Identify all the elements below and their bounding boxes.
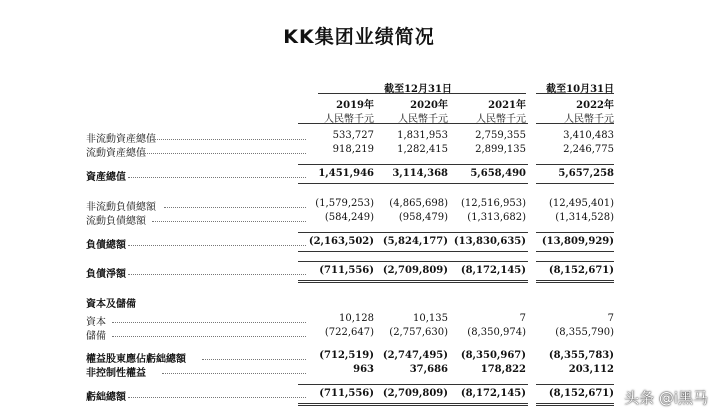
row-label: 儲備 [86,331,106,342]
table-cell: (8,350,967) [460,350,526,361]
row-label: 權益股東應佔虧絀總額 [86,354,186,365]
total-rule-above [298,384,376,385]
row-label: 非流動資產總值 [86,134,156,145]
total-rule-above [450,232,528,233]
table-cell: 2,246,775 [563,144,614,155]
table-cell: (1,314,528) [555,212,614,223]
leader-dots [128,177,306,179]
table-cell: 10,128 [339,313,374,324]
period-header-dec31: 截至12月31日 [384,84,452,95]
table-cell: (2,163,502) [308,236,374,247]
year-header-2020: 2020年 [410,100,448,111]
table-cell: 533,727 [332,130,374,141]
table-cell: (13,830,635) [453,236,526,247]
table-cell: 2,759,355 [475,130,526,141]
total-rule-below [450,183,528,184]
table-cell: 10,135 [413,313,448,324]
table-cell: (4,865,698) [389,198,448,209]
year-header-2022: 2022年 [576,100,614,111]
total-rule-above [536,261,614,262]
leader-dots [164,207,306,209]
leader-dots [128,245,306,247]
table-cell: (584,249) [324,212,374,223]
leader-dots [202,359,306,361]
table-cell: (8,355,790) [555,327,614,338]
total-rule-above [536,232,614,233]
table-cell: (8,350,974) [467,327,526,338]
table-cell: 3,410,483 [563,130,614,141]
total-rule-above [372,261,450,262]
table-cell: (722,647) [324,327,374,338]
table-cell: (1,579,253) [315,198,374,209]
total-rule-above [298,261,376,262]
table-cell: (8,152,671) [548,265,614,276]
unit-header-2021: 人民幣千元 [476,114,526,125]
leader-dots [152,221,306,223]
total-rule-below [372,403,450,404]
total-rule-above [536,384,614,385]
table-cell: 178,822 [480,364,526,375]
header-rule-2019 [298,123,376,124]
leader-dots [128,274,306,276]
table-cell: (2,709,809) [382,388,448,399]
unit-header-2019: 人民幣千元 [324,114,374,125]
table-cell: 5,658,490 [470,168,526,179]
leader-dots [140,153,306,155]
table-cell: 7 [607,313,614,324]
table-cell: (711,556) [319,388,374,399]
row-label: 負債總額 [86,240,126,251]
table-cell: 3,114,368 [392,168,448,179]
table-cell: 7 [519,313,526,324]
table-cell: (12,516,953) [460,198,526,209]
period-header-oct31: 截至10月31日 [546,84,614,95]
table-cell: 963 [353,364,374,375]
row-label: 非控制性權益 [86,368,146,379]
total-rule-above [372,232,450,233]
row-label: 非流動負債總額 [86,202,156,213]
total-rule-below-double [450,405,528,406]
total-rule-above [372,384,450,385]
row-label: 流動負債總額 [86,216,146,227]
row-label: 虧絀總額 [86,392,126,403]
row-label: 流動資產總值 [86,148,146,159]
total-rule-above [450,384,528,385]
table-cell: (2,747,495) [382,350,448,361]
header-rule-2022 [536,123,614,124]
header-rule-2021 [450,123,528,124]
total-rule-above [450,164,528,165]
total-rule-above [298,164,376,165]
total-rule-below [372,280,450,281]
table-cell: 203,112 [568,364,614,375]
table-cell: (2,709,809) [382,265,448,276]
total-rule-above [450,261,528,262]
total-rule-below [372,251,450,252]
total-rule-below-double [298,405,376,406]
header-rule-2020 [372,123,450,124]
total-rule-below-double [536,405,614,406]
total-rule-below [536,251,614,252]
unit-header-2020: 人民幣千元 [398,114,448,125]
total-rule-below-double [372,405,450,406]
total-rule-below [298,280,376,281]
leader-dots [112,322,306,324]
table-cell: 1,282,415 [397,144,448,155]
table-cell: (711,556) [319,265,374,276]
watermark: 头条 @i黑马 [624,389,708,407]
total-rule-below [450,251,528,252]
table-cell: (8,152,671) [548,388,614,399]
table-cell: (8,355,783) [548,350,614,361]
table-cell: 1,451,946 [318,168,374,179]
table-cell: 5,657,258 [558,168,614,179]
table-cell: (8,172,145) [460,388,526,399]
period-header-dec31-rule [318,93,526,94]
row-label: 資產總值 [86,172,126,183]
table-cell: 37,686 [409,364,448,375]
total-rule-below-double [298,282,376,283]
total-rule-below [298,183,376,184]
total-rule-above [298,232,376,233]
table-cell: (8,172,145) [460,265,526,276]
leader-dots [152,139,306,141]
table-cell: (5,824,177) [382,236,448,247]
row-label: 負債淨額 [86,269,126,280]
total-rule-below [372,183,450,184]
section-label-capital-reserves: 資本及儲備 [86,299,136,310]
table-cell: (2,757,630) [389,327,448,338]
table-cell: (12,495,401) [548,198,614,209]
total-rule-above [536,164,614,165]
total-rule-below [536,280,614,281]
total-rule-below [536,183,614,184]
table-cell: (1,313,682) [467,212,526,223]
leader-dots [128,397,306,399]
table-cell: 1,831,953 [397,130,448,141]
total-rule-below [298,403,376,404]
total-rule-below [536,403,614,404]
total-rule-above [372,164,450,165]
table-cell: (712,519) [319,350,374,361]
table-cell: (13,809,929) [541,236,614,247]
table-cell: 918,219 [332,144,374,155]
total-rule-below-double [450,282,528,283]
leader-dots [112,336,306,338]
period-header-oct31-rule [536,93,614,94]
year-header-2021: 2021年 [488,100,526,111]
row-label: 資本 [86,317,106,328]
total-rule-below-double [372,282,450,283]
leader-dots [162,373,306,375]
total-rule-below-double [536,282,614,283]
total-rule-below [450,280,528,281]
table-cell: (958,479) [398,212,448,223]
year-header-2019: 2019年 [336,100,374,111]
total-rule-below [450,403,528,404]
unit-header-2022: 人民幣千元 [564,114,614,125]
page-title: KK集团业绩简况 [283,26,435,48]
total-rule-below [298,251,376,252]
table-cell: 2,899,135 [475,144,526,155]
